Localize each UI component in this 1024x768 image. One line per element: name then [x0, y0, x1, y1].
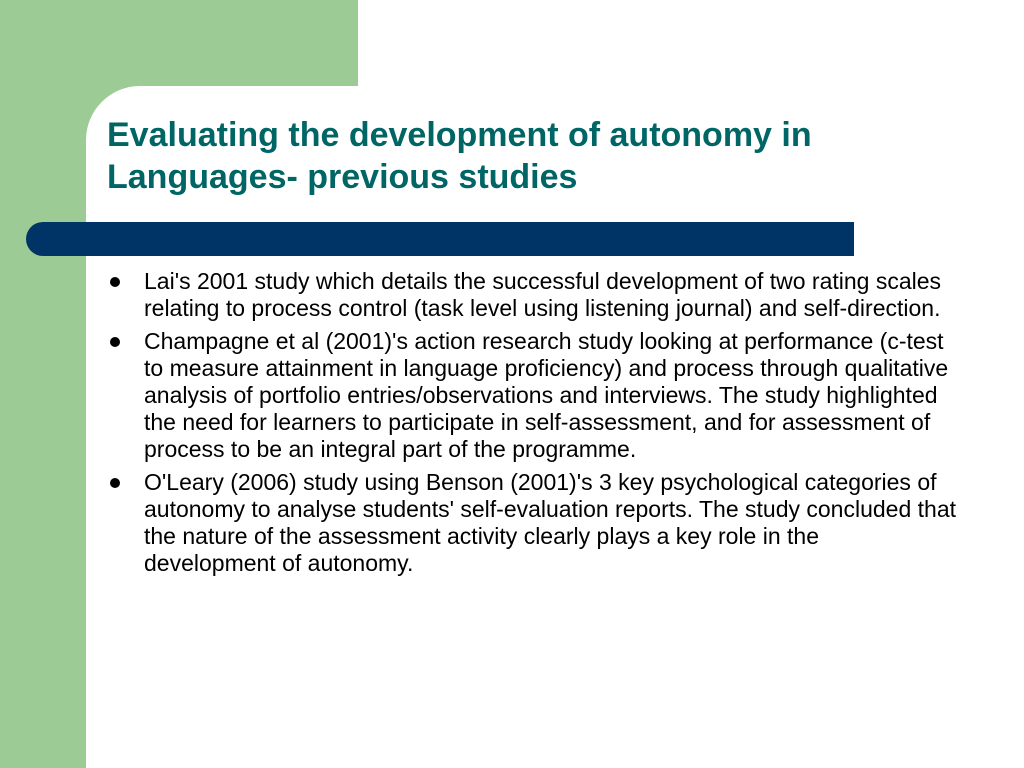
bullet-text: Champagne et al (2001)'s action research study looking at performance (c-test to measure attainment in language proficiency) and process through qualitative analysis of portfolio entries/observations and interviews. The study highlighted the need for learners to participate in self-assessment, and for assessment of process to be an integral part of the programme. — [144, 328, 949, 462]
bullet-list — [107, 268, 957, 583]
bullet-dot-icon — [110, 277, 120, 287]
title-divider-bar — [26, 222, 854, 256]
slide-title — [107, 114, 987, 198]
slide-title-line-1: Evaluating the development of autonomy in — [107, 116, 812, 154]
slide-title-line-2: Languages- previous studies — [107, 158, 578, 196]
bullet-item — [107, 328, 957, 463]
bullet-dot-icon — [110, 337, 120, 347]
bullet-dot-icon — [110, 478, 120, 488]
bullet-text: Lai's 2001 study which details the successful development of two rating scales relating to process control (task level using listening journal) and self-direction. — [144, 268, 942, 321]
bullet-item — [107, 268, 957, 322]
bullet-text: O'Leary (2006) study using Benson (2001)'s 3 key psychological categories of autonomy to analyse students' self-evaluation reports. The study concluded that the nature of the assessment activity clearly plays a key role in the development of autonomy. — [144, 469, 957, 576]
bullet-item — [107, 469, 957, 577]
